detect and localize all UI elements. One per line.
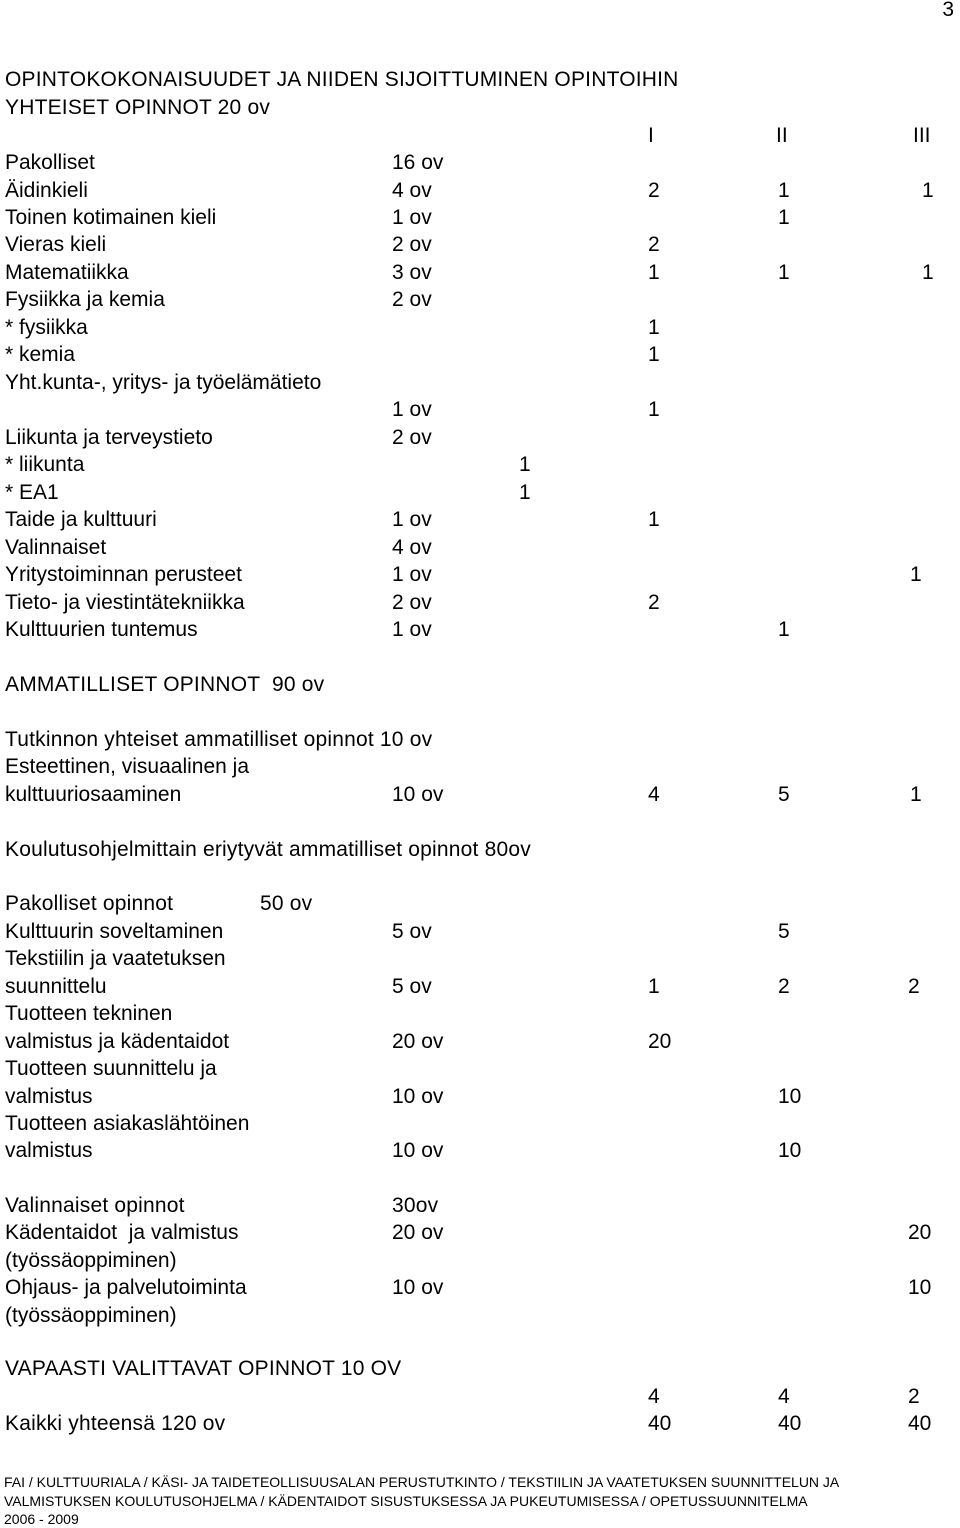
course-credits: 3 ov — [392, 261, 432, 284]
year-3-value: 1 — [922, 179, 934, 202]
course-credits: 1 ov — [392, 508, 432, 531]
course-name: Tuotteen asiakaslähtöinen — [5, 1112, 250, 1135]
course-name: Esteettinen, visuaalinen ja — [5, 755, 249, 778]
course-name-cont: (työssäoppiminen) — [5, 1304, 177, 1327]
course-name: Kulttuurien tuntemus — [5, 618, 198, 641]
course-credits: 2 ov — [392, 233, 432, 256]
course-name: Yht.kunta-, yritys- ja työelämätieto — [5, 371, 322, 394]
common-vocational-heading: Tutkinnon yhteiset ammatilliset opinnot 10 ov — [5, 728, 433, 751]
year-2-value: 4 — [778, 1385, 790, 1408]
course-name: Tieto- ja viestintätekniikka — [5, 591, 245, 614]
course-credits: 1 ov — [392, 563, 432, 586]
course-name: Tekstiilin ja vaatetuksen — [5, 947, 226, 970]
elective-studies-label: Valinnaiset opinnot — [5, 1194, 185, 1217]
year-2-value: 10 — [778, 1085, 802, 1108]
elective-studies-total: 30ov — [392, 1194, 439, 1217]
year-1-value: 1 — [648, 975, 660, 998]
course-credits: 5 ov — [392, 975, 432, 998]
subcourse-name: * fysiikka — [5, 316, 88, 339]
subcourse-name: * EA1 — [5, 481, 59, 504]
course-name-cont: suunnittelu — [5, 975, 107, 998]
year-1-value: 20 — [648, 1030, 672, 1053]
year-header-3: III — [913, 124, 931, 147]
course-credits: 10 ov — [392, 1139, 444, 1162]
footer-line-3: 2006 - 2009 — [4, 1511, 79, 1527]
year-header-2: II — [776, 124, 788, 147]
year-3-value: 1 — [922, 261, 934, 284]
course-credits: 2 ov — [392, 591, 432, 614]
subcourse-name: * kemia — [5, 343, 76, 366]
course-name-cont: valmistus — [5, 1139, 93, 1162]
course-credits: 1 ov — [392, 618, 432, 641]
mandatory-studies-total: 50 ov — [260, 892, 313, 915]
free-choice-heading: VAPAASTI VALITTAVAT OPINNOT 10 OV — [5, 1357, 402, 1380]
course-name-cont: valmistus ja kädentaidot — [5, 1030, 230, 1053]
course-name: Tuotteen tekninen — [5, 1002, 173, 1025]
course-credits: 10 ov — [392, 1085, 444, 1108]
course-name: Ohjaus- ja palvelutoiminta — [5, 1276, 247, 1299]
document-title: OPINTOKOKONAISUUDET JA NIIDEN SIJOITTUMINEN OPINTOIHIN — [5, 68, 679, 91]
year-1-value: 2 — [648, 233, 660, 256]
course-name: Matematiikka — [5, 261, 129, 284]
common-studies-heading: YHTEISET OPINNOT 20 ov — [5, 96, 271, 119]
year-1-value: 2 — [648, 591, 660, 614]
course-credits: 1 ov — [392, 206, 432, 229]
year-1-total: 40 — [648, 1412, 672, 1435]
year-1-value: 2 — [648, 179, 660, 202]
course-name: Tuotteen suunnittelu ja — [5, 1057, 217, 1080]
mandatory-label: Pakolliset — [5, 151, 95, 174]
year-2-value: 1 — [778, 261, 790, 284]
vocational-heading: AMMATILLISET OPINNOT 90 ov — [5, 673, 325, 696]
year-1-value: 4 — [648, 1385, 660, 1408]
mandatory-total: 16 ov — [392, 151, 444, 174]
grand-total-label: Kaikki yhteensä 120 ov — [5, 1412, 226, 1435]
year-1-value: 1 — [648, 261, 660, 284]
elective-label: Valinnaiset — [5, 536, 107, 559]
course-credits: 10 ov — [392, 783, 444, 806]
course-name: Fysiikka ja kemia — [5, 288, 165, 311]
subcourse-value: 1 — [519, 453, 531, 476]
elective-total: 4 ov — [392, 536, 432, 559]
course-name: Yritystoiminnan perusteet — [5, 563, 242, 586]
year-3-total: 40 — [908, 1412, 932, 1435]
page-number: 3 — [942, 0, 954, 21]
year-1-value: 1 — [648, 398, 660, 421]
year-3-value: 1 — [910, 783, 922, 806]
subcourse-value: 1 — [519, 481, 531, 504]
year-2-value: 5 — [778, 920, 790, 943]
year-1-value: 1 — [648, 343, 660, 366]
year-2-value: 5 — [778, 783, 790, 806]
course-name: Vieras kieli — [5, 233, 107, 256]
course-name-cont: (työssäoppiminen) — [5, 1249, 177, 1272]
course-credits: 4 ov — [392, 179, 432, 202]
year-3-value: 10 — [908, 1276, 932, 1299]
course-credits: 20 ov — [392, 1221, 444, 1244]
year-2-value: 1 — [778, 618, 790, 641]
course-credits: 5 ov — [392, 920, 432, 943]
course-name-cont: kulttuuriosaaminen — [5, 783, 182, 806]
mandatory-studies-label: Pakolliset opinnot — [5, 892, 174, 915]
course-name: Äidinkieli — [5, 179, 88, 202]
course-credits: 20 ov — [392, 1030, 444, 1053]
course-name: Kädentaidot ja valmistus — [5, 1221, 239, 1244]
course-name: Toinen kotimainen kieli — [5, 206, 217, 229]
footer-line-1: FAI / KULTTUURIALA / KÄSI- JA TAIDETEOLLISUUSALAN PERUSTUTKINTO / TEKSTIILIN JA VAATETUKSEN SUUNNITTELUN JA — [4, 1474, 840, 1490]
course-credits: 2 ov — [392, 426, 432, 449]
year-2-value: 1 — [778, 179, 790, 202]
program-specific-heading: Koulutusohjelmittain eriytyvät ammatilliset opinnot 80ov — [5, 838, 531, 861]
year-3-value: 2 — [908, 1385, 920, 1408]
year-2-total: 40 — [778, 1412, 802, 1435]
course-credits: 10 ov — [392, 1276, 444, 1299]
year-header-1: I — [648, 124, 654, 147]
course-credits: 1 ov — [392, 398, 432, 421]
course-name: Kulttuurin soveltaminen — [5, 920, 224, 943]
year-2-value: 2 — [778, 975, 790, 998]
year-3-value: 2 — [908, 975, 920, 998]
course-credits: 2 ov — [392, 288, 432, 311]
year-1-value: 1 — [648, 316, 660, 339]
year-1-value: 1 — [648, 508, 660, 531]
year-3-value: 20 — [908, 1221, 932, 1244]
year-1-value: 4 — [648, 783, 660, 806]
subcourse-name: * liikunta — [5, 453, 85, 476]
footer-line-2: VALMISTUKSEN KOULUTUSOHJELMA / KÄDENTAIDOT SISUSTUKSESSA JA PUKEUTUMISESSA / OPETUSSUUNNITELMA — [4, 1493, 808, 1509]
course-name-cont: valmistus — [5, 1085, 93, 1108]
course-name: Taide ja kulttuuri — [5, 508, 157, 531]
year-2-value: 10 — [778, 1139, 802, 1162]
year-2-value: 1 — [778, 206, 790, 229]
year-3-value: 1 — [910, 563, 922, 586]
course-name: Liikunta ja terveystieto — [5, 426, 213, 449]
